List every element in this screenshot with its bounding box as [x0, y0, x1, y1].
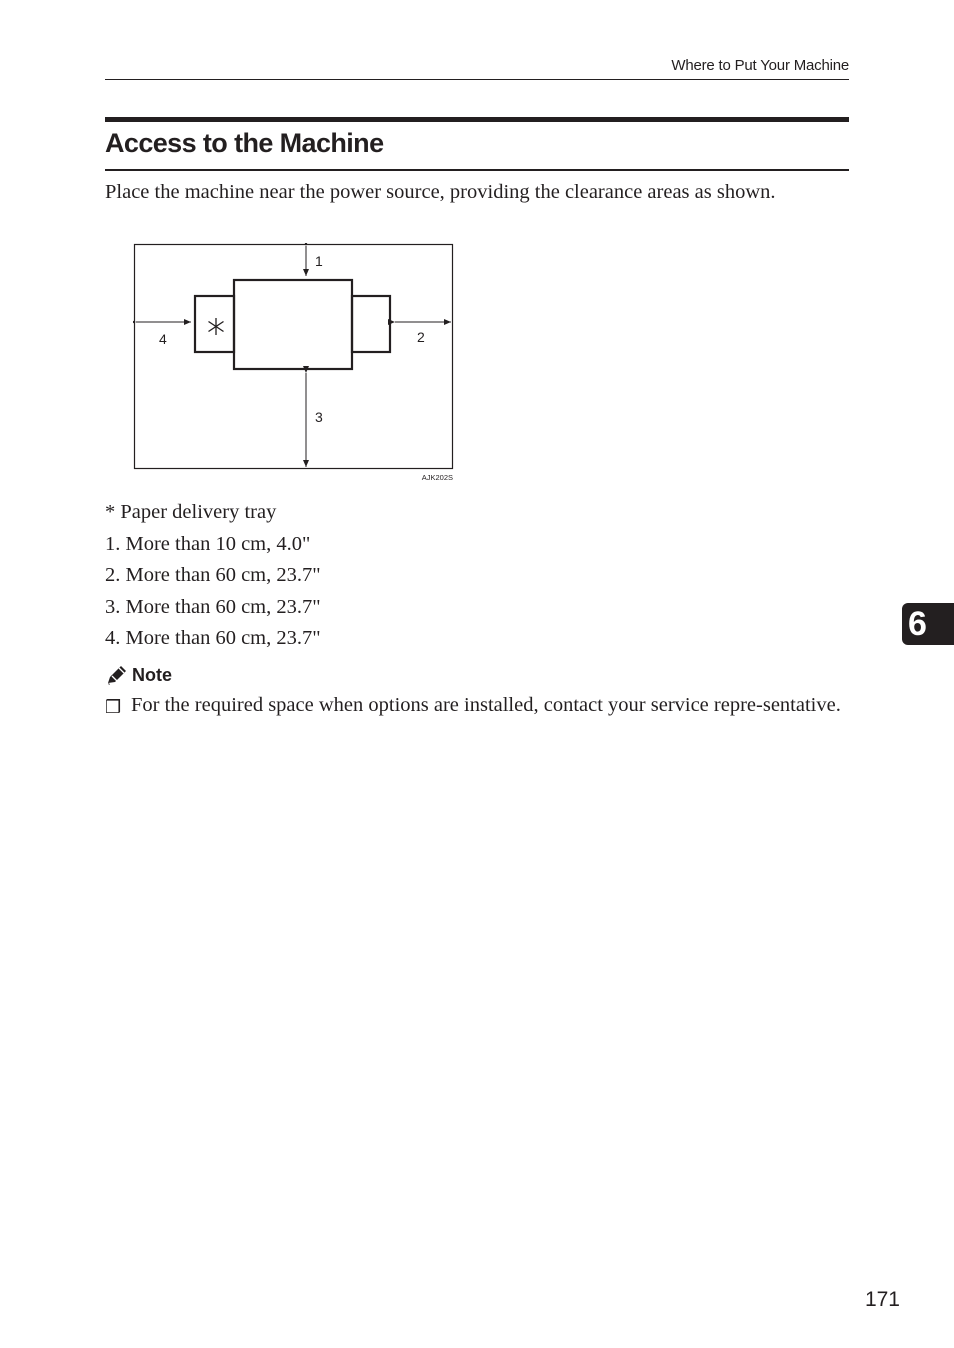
- note-heading-text: Note: [132, 664, 172, 685]
- checkbox-bullet-icon: ❒: [105, 697, 122, 717]
- label-left: 4: [159, 331, 167, 347]
- clearance-area-border: [135, 245, 453, 469]
- figure-code: AJK202S: [421, 473, 453, 482]
- page-number: 171: [864, 1288, 900, 1311]
- note-heading: [105, 664, 172, 686]
- note-text: For the required space when options are installed, contact your service repre-sentative.: [131, 694, 841, 716]
- label-top: 1: [315, 253, 323, 269]
- pencil-icon: [105, 664, 129, 686]
- right-unit: [352, 296, 390, 352]
- section-title: Access to the Machine: [105, 128, 384, 158]
- section-title-bar: [105, 117, 849, 122]
- diagram-legend: [105, 497, 321, 655]
- legend-item: 4. More than 60 cm, 23.7": [105, 627, 321, 649]
- running-header: Where to Put Your Machine: [671, 57, 849, 74]
- label-right: 2: [417, 329, 425, 345]
- header-rule: [105, 79, 849, 80]
- legend-item: 3. More than 60 cm, 23.7": [105, 595, 321, 618]
- section-title-rule: [105, 169, 849, 171]
- clearance-diagram-svg: [133, 243, 455, 485]
- paper-delivery-tray: [195, 296, 234, 352]
- legend-item: * Paper delivery tray: [105, 501, 277, 523]
- machine-body: [234, 280, 352, 369]
- legend-item: 1. More than 10 cm, 4.0": [105, 532, 311, 555]
- tray-marker-icon: [209, 318, 224, 335]
- label-bottom: 3: [315, 409, 323, 425]
- chapter-tab: 6: [902, 603, 954, 645]
- legend-item: 2. More than 60 cm, 23.7": [105, 564, 321, 586]
- intro-paragraph: Place the machine near the power source, providing the clearance areas as shown.: [105, 181, 776, 203]
- note-item: [105, 693, 849, 717]
- clearance-diagram: [133, 243, 455, 485]
